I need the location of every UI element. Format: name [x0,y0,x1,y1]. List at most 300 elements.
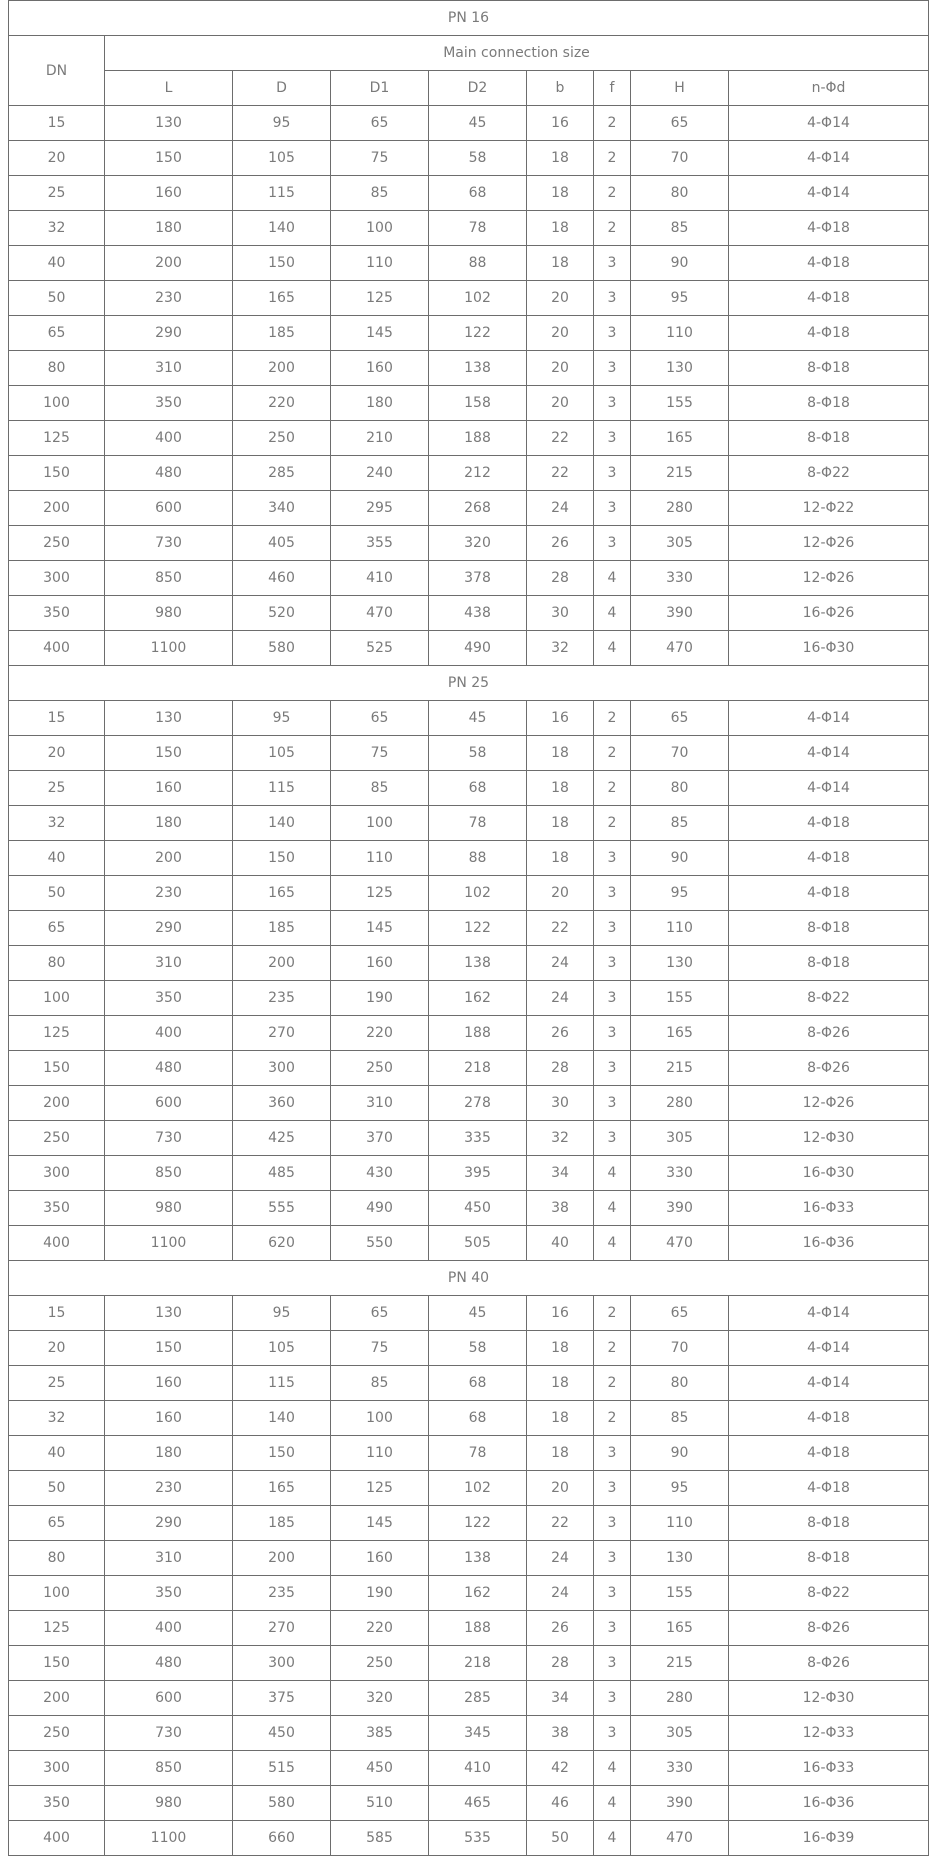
table-cell: 2 [594,176,631,211]
table-cell: 450 [331,1751,429,1786]
table-cell: 450 [429,1191,527,1226]
table-cell: 1100 [105,631,233,666]
table-cell: 280 [631,1086,729,1121]
table-cell: 3 [594,421,631,456]
table-cell: 400 [9,1821,105,1856]
table-cell: 8-Φ18 [729,386,929,421]
table-row [9,526,929,561]
table-cell: 200 [9,1086,105,1121]
table-cell: 4-Φ14 [729,176,929,211]
table-cell: 45 [429,106,527,141]
table-cell: 2 [594,211,631,246]
table-cell: 160 [331,351,429,386]
table-row [9,1576,929,1611]
table-cell: 18 [527,806,594,841]
table-row [9,421,929,456]
table-cell: 80 [631,1366,729,1401]
table-cell: 145 [331,911,429,946]
table-cell: 34 [527,1681,594,1716]
table-cell: 4 [594,1191,631,1226]
table-cell: 3 [594,1436,631,1471]
table-cell: 90 [631,841,729,876]
table-row [9,1191,929,1226]
table-cell: 32 [527,1121,594,1156]
table-cell: 3 [594,911,631,946]
table-row [9,456,929,491]
table-cell: 80 [9,946,105,981]
table-cell: 280 [631,491,729,526]
table-cell: 345 [429,1716,527,1751]
table-cell: 580 [233,631,331,666]
table-cell: 70 [631,1331,729,1366]
table-cell: 65 [631,701,729,736]
table-cell: 90 [631,1436,729,1471]
table-cell: 8-Φ22 [729,981,929,1016]
table-cell: 188 [429,1016,527,1051]
table-cell: 40 [9,246,105,281]
header-dn: DN [9,36,105,106]
table-cell: 980 [105,1191,233,1226]
table-cell: 375 [233,1681,331,1716]
table-cell: 395 [429,1156,527,1191]
table-cell: 155 [631,386,729,421]
table-cell: 378 [429,561,527,596]
table-cell: 16-Φ30 [729,631,929,666]
table-cell: 122 [429,316,527,351]
table-cell: 12-Φ30 [729,1681,929,1716]
table-cell: 40 [527,1226,594,1261]
table-cell: 65 [331,106,429,141]
table-cell: 350 [9,596,105,631]
header-row-1 [9,36,929,71]
table-cell: 4-Φ18 [729,246,929,281]
table-cell: 8-Φ22 [729,456,929,491]
table-cell: 250 [331,1646,429,1681]
table-row [9,1646,929,1681]
table-row [9,1051,929,1086]
table-cell: 515 [233,1751,331,1786]
table-cell: 3 [594,946,631,981]
table-cell: 220 [233,386,331,421]
table-row [9,141,929,176]
table-cell: 600 [105,491,233,526]
table-cell: 16 [527,701,594,736]
table-cell: 4-Φ14 [729,1296,929,1331]
table-cell: 165 [631,1016,729,1051]
table-cell: 350 [105,981,233,1016]
table-cell: 162 [429,981,527,1016]
table-cell: 34 [527,1156,594,1191]
table-cell: 110 [631,1506,729,1541]
table-cell: 68 [429,1401,527,1436]
table-cell: 115 [233,176,331,211]
header-b: b [527,71,594,106]
table-cell: 340 [233,491,331,526]
table-cell: 28 [527,1646,594,1681]
table-cell: 215 [631,1051,729,1086]
table-cell: 4 [594,631,631,666]
table-cell: 85 [331,1366,429,1401]
table-cell: 110 [631,316,729,351]
table-cell: 480 [105,1646,233,1681]
table-cell: 26 [527,1016,594,1051]
table-cell: 95 [631,281,729,316]
table-cell: 400 [105,1611,233,1646]
table-cell: 162 [429,1576,527,1611]
table-cell: 3 [594,1016,631,1051]
table-cell: 160 [105,1401,233,1436]
table-cell: 235 [233,1576,331,1611]
header-d: D [233,71,331,106]
table-cell: 250 [233,421,331,456]
table-cell: 125 [331,876,429,911]
table-cell: 18 [527,1331,594,1366]
table-cell: 270 [233,1611,331,1646]
table-cell: 140 [233,1401,331,1436]
table-cell: 15 [9,701,105,736]
table-cell: 165 [631,1611,729,1646]
table-cell: 3 [594,526,631,561]
table-cell: 330 [631,1751,729,1786]
table-cell: 535 [429,1821,527,1856]
table-cell: 330 [631,1156,729,1191]
table-cell: 38 [527,1716,594,1751]
dimension-table [8,0,929,1856]
table-cell: 550 [331,1226,429,1261]
table-row [9,106,929,141]
table-cell: 165 [233,876,331,911]
table-cell: 20 [527,386,594,421]
table-cell: 40 [9,841,105,876]
table-cell: 460 [233,561,331,596]
table-cell: 200 [105,246,233,281]
table-cell: 300 [9,1751,105,1786]
table-cell: 4-Φ18 [729,1471,929,1506]
table-row [9,491,929,526]
table-cell: 290 [105,316,233,351]
table-cell: 15 [9,1296,105,1331]
table-cell: 102 [429,876,527,911]
table-cell: 730 [105,1121,233,1156]
table-cell: 85 [631,806,729,841]
table-cell: 310 [105,351,233,386]
table-cell: 180 [105,211,233,246]
table-cell: 180 [331,386,429,421]
table-cell: 28 [527,1051,594,1086]
table-cell: 278 [429,1086,527,1121]
table-cell: 28 [527,561,594,596]
table-cell: 3 [594,1121,631,1156]
table-cell: 65 [631,106,729,141]
table-cell: 100 [331,806,429,841]
table-cell: 90 [631,246,729,281]
table-cell: 80 [9,1541,105,1576]
table-row [9,1121,929,1156]
table-cell: 160 [331,1541,429,1576]
table-row [9,736,929,771]
table-cell: 100 [331,211,429,246]
table-cell: 390 [631,1786,729,1821]
header-group: Main connection size [105,36,929,71]
table-cell: 210 [331,421,429,456]
table-cell: 370 [331,1121,429,1156]
table-cell: 350 [105,1576,233,1611]
table-cell: 26 [527,526,594,561]
table-cell: 110 [331,246,429,281]
table-cell: 8-Φ26 [729,1611,929,1646]
table-cell: 220 [331,1016,429,1051]
table-cell: 50 [9,876,105,911]
table-cell: 215 [631,1646,729,1681]
table-cell: 4-Φ18 [729,876,929,911]
table-cell: 200 [233,946,331,981]
table-row [9,946,929,981]
table-cell: 150 [9,1646,105,1681]
table-cell: 470 [631,631,729,666]
table-cell: 88 [429,246,527,281]
table-cell: 470 [631,1226,729,1261]
table-cell: 4 [594,1156,631,1191]
table-cell: 480 [105,1051,233,1086]
table-cell: 125 [9,1016,105,1051]
table-cell: 8-Φ26 [729,1051,929,1086]
table-cell: 18 [527,141,594,176]
table-cell: 8-Φ26 [729,1016,929,1051]
table-cell: 310 [105,946,233,981]
table-cell: 155 [631,981,729,1016]
table-cell: 218 [429,1646,527,1681]
table-cell: 68 [429,771,527,806]
table-cell: 2 [594,806,631,841]
table-cell: 4-Φ14 [729,1366,929,1401]
table-cell: 425 [233,1121,331,1156]
table-cell: 230 [105,1471,233,1506]
table-cell: 18 [527,1436,594,1471]
table-cell: 4 [594,1751,631,1786]
header-h: H [631,71,729,106]
table-row [9,701,929,736]
table-cell: 580 [233,1786,331,1821]
table-cell: 1100 [105,1226,233,1261]
table-cell: 180 [105,1436,233,1471]
table-cell: 3 [594,1716,631,1751]
table-row [9,316,929,351]
table-row [9,561,929,596]
table-cell: 150 [9,1051,105,1086]
table-cell: 438 [429,596,527,631]
table-row [9,1401,929,1436]
table-cell: 250 [9,1121,105,1156]
table-cell: 18 [527,736,594,771]
table-cell: 130 [105,701,233,736]
table-cell: 78 [429,806,527,841]
section-title-row [9,1261,929,1296]
header-l: L [105,71,233,106]
table-cell: 180 [105,806,233,841]
table-cell: 320 [331,1681,429,1716]
table-cell: 305 [631,526,729,561]
table-cell: 730 [105,526,233,561]
table-cell: 95 [233,701,331,736]
table-cell: 218 [429,1051,527,1086]
table-cell: 150 [105,1331,233,1366]
table-cell: 100 [9,386,105,421]
table-cell: 105 [233,141,331,176]
table-row [9,1471,929,1506]
table-cell: 4 [594,596,631,631]
table-cell: 32 [9,806,105,841]
table-cell: 350 [9,1191,105,1226]
table-cell: 410 [331,561,429,596]
table-cell: 140 [233,806,331,841]
table-cell: 20 [527,1471,594,1506]
table-cell: 585 [331,1821,429,1856]
table-cell: 20 [9,141,105,176]
table-cell: 465 [429,1786,527,1821]
table-cell: 400 [9,631,105,666]
table-cell: 200 [9,1681,105,1716]
table-cell: 138 [429,946,527,981]
table-cell: 310 [331,1086,429,1121]
table-cell: 105 [233,736,331,771]
table-cell: 600 [105,1681,233,1716]
table-cell: 150 [9,456,105,491]
table-cell: 65 [331,701,429,736]
table-cell: 400 [105,1016,233,1051]
table-cell: 8-Φ22 [729,1576,929,1611]
table-cell: 3 [594,456,631,491]
table-cell: 3 [594,981,631,1016]
header-d2: D2 [429,71,527,106]
table-cell: 250 [9,1716,105,1751]
table-row [9,1751,929,1786]
table-cell: 95 [631,1471,729,1506]
table-cell: 4-Φ14 [729,701,929,736]
table-cell: 250 [331,1051,429,1086]
table-cell: 130 [631,351,729,386]
table-cell: 32 [9,211,105,246]
table-row [9,876,929,911]
table-cell: 350 [9,1786,105,1821]
table-cell: 3 [594,1471,631,1506]
table-cell: 95 [233,1296,331,1331]
table-cell: 25 [9,176,105,211]
table-cell: 3 [594,1086,631,1121]
table-cell: 355 [331,526,429,561]
table-cell: 85 [331,771,429,806]
table-cell: 25 [9,771,105,806]
header-d1: D1 [331,71,429,106]
table-cell: 200 [9,491,105,526]
table-row [9,631,929,666]
table-cell: 12-Φ30 [729,1121,929,1156]
table-cell: 150 [233,1436,331,1471]
table-cell: 130 [105,1296,233,1331]
table-cell: 24 [527,1576,594,1611]
table-cell: 4-Φ18 [729,806,929,841]
table-row [9,841,929,876]
table-cell: 145 [331,316,429,351]
table-cell: 3 [594,316,631,351]
table-cell: 300 [233,1646,331,1681]
table-cell: 410 [429,1751,527,1786]
table-cell: 12-Φ26 [729,1086,929,1121]
table-row [9,981,929,1016]
table-cell: 68 [429,1366,527,1401]
table-cell: 24 [527,981,594,1016]
table-cell: 290 [105,911,233,946]
table-cell: 320 [429,526,527,561]
table-cell: 4-Φ18 [729,1401,929,1436]
table-cell: 390 [631,1191,729,1226]
table-cell: 75 [331,736,429,771]
table-cell: 360 [233,1086,331,1121]
table-cell: 450 [233,1716,331,1751]
table-cell: 295 [331,491,429,526]
table-cell: 200 [233,351,331,386]
table-cell: 660 [233,1821,331,1856]
table-cell: 50 [527,1821,594,1856]
table-cell: 2 [594,1331,631,1366]
table-cell: 16 [527,106,594,141]
table-cell: 250 [9,526,105,561]
table-cell: 12-Φ33 [729,1716,929,1751]
table-cell: 70 [631,141,729,176]
table-cell: 100 [9,1576,105,1611]
table-cell: 20 [527,316,594,351]
table-cell: 4-Φ18 [729,211,929,246]
table-cell: 18 [527,246,594,281]
section-title-row [9,666,929,701]
table-cell: 8-Φ26 [729,1646,929,1681]
table-row [9,386,929,421]
table-cell: 3 [594,491,631,526]
table-cell: 125 [331,1471,429,1506]
table-cell: 150 [105,736,233,771]
table-cell: 160 [105,176,233,211]
table-cell: 190 [331,981,429,1016]
table-cell: 45 [429,1296,527,1331]
table-cell: 350 [105,386,233,421]
table-cell: 600 [105,1086,233,1121]
table-cell: 78 [429,1436,527,1471]
table-cell: 122 [429,1506,527,1541]
table-cell: 4-Φ18 [729,316,929,351]
table-cell: 110 [631,911,729,946]
table-cell: 330 [631,561,729,596]
table-cell: 850 [105,1156,233,1191]
table-body [9,1,929,1856]
table-row [9,1681,929,1716]
table-cell: 165 [233,1471,331,1506]
table-cell: 65 [331,1296,429,1331]
table-row [9,1156,929,1191]
table-cell: 505 [429,1226,527,1261]
table-cell: 160 [105,771,233,806]
table-cell: 470 [331,596,429,631]
table-cell: 150 [233,246,331,281]
table-cell: 285 [233,456,331,491]
table-cell: 300 [9,561,105,596]
table-cell: 24 [527,1541,594,1576]
table-cell: 268 [429,491,527,526]
table-cell: 110 [331,1436,429,1471]
table-cell: 185 [233,1506,331,1541]
table-cell: 95 [631,876,729,911]
table-row [9,1786,929,1821]
table-cell: 188 [429,1611,527,1646]
table-cell: 3 [594,841,631,876]
